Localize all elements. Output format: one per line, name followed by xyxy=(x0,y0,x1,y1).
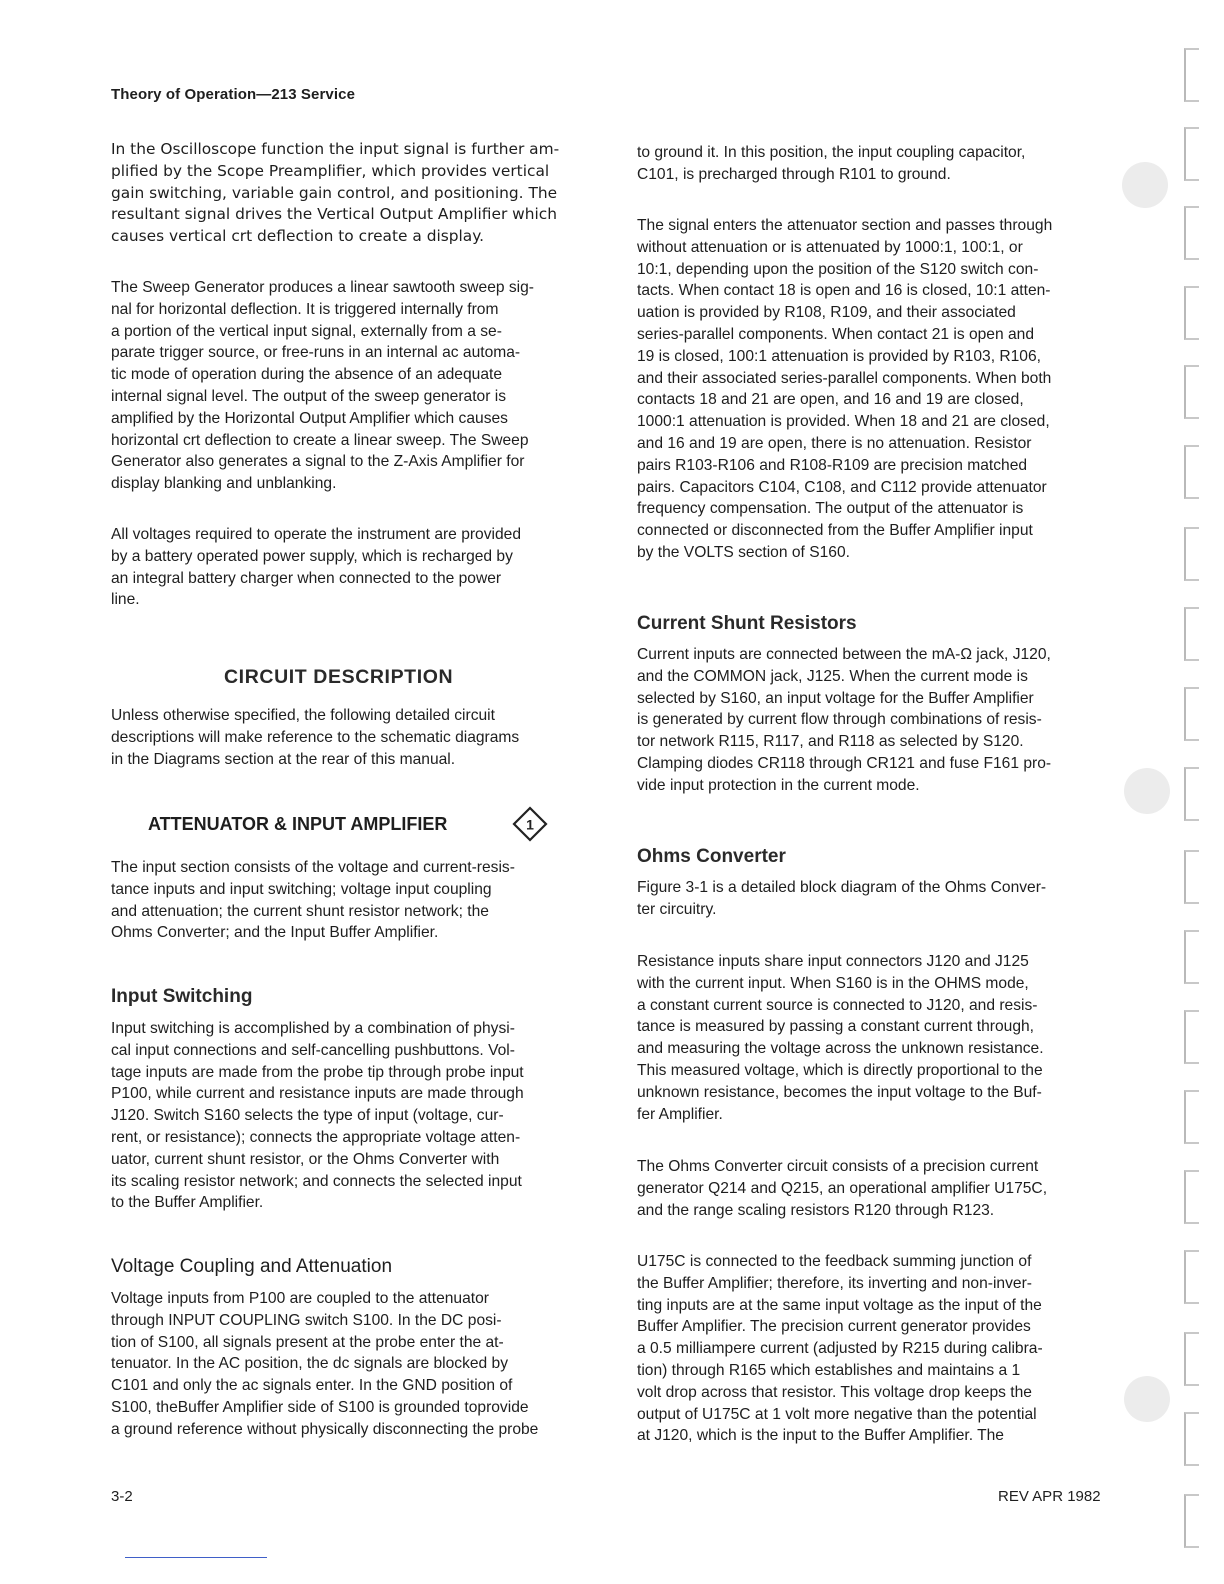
text-line: Generator also generates a signal to the Z-Axis Amplifier for xyxy=(111,453,525,471)
text-line: contacts 18 and 21 are open, and 16 and 19 are closed, xyxy=(637,391,1024,409)
attenuator-heading: ATTENUATOR & INPUT AMPLIFIER xyxy=(148,814,448,834)
text-line: is generated by current flow through combinations of resis- xyxy=(637,711,1042,729)
circuit-description-paragraph xyxy=(111,705,611,770)
text-line: and the COMMON jack, J125. When the current mode is xyxy=(637,667,1028,685)
text-line: without attenuation or is attenuated by 1000:1, 100:1, or xyxy=(637,238,1023,256)
text-line: resultant signal drives the Vertical Output Amplifier which xyxy=(111,205,557,224)
text-line: and their associated series-parallel components. When both xyxy=(637,369,1052,387)
text-line: In the Oscilloscope function the input signal is further am- xyxy=(111,140,560,158)
text-line: vide input protection in the current mode. xyxy=(637,776,920,794)
circuit-description-heading: CIRCUIT DESCRIPTION xyxy=(224,666,454,688)
text-line: S100, theBuffer Amplifier side of S100 is grounded toprovide xyxy=(111,1398,529,1416)
text-line: with the current input. When S160 is in the OHMS mode, xyxy=(637,974,1029,992)
text-line: frequency compensation. The output of the attenuator is xyxy=(637,500,1024,518)
binder-tab-mark xyxy=(1184,527,1199,581)
attenuator-paragraph xyxy=(111,857,611,944)
diagram-number: 1 xyxy=(526,816,534,833)
text-line: This measured voltage, which is directly proportional to the xyxy=(637,1061,1043,1079)
binder-tab-mark xyxy=(1184,930,1199,984)
text-line: Clamping diodes CR118 through CR121 and fuse F161 pro- xyxy=(637,754,1052,772)
text-line: a ground reference without physically disconnecting the probe xyxy=(111,1420,539,1438)
text-line: horizontal crt deflection to create a linear sweep. The Sweep xyxy=(111,431,529,449)
text-line: rent, or resistance); connects the appropriate voltage atten- xyxy=(111,1128,521,1146)
ohms-paragraph-1 xyxy=(637,877,1119,921)
punch-hole xyxy=(1124,1376,1170,1422)
binder-tab-mark xyxy=(1184,1412,1199,1466)
input-switching-heading: Input Switching xyxy=(111,986,253,1007)
binder-tab-mark xyxy=(1184,850,1199,904)
text-line: tage inputs are made from the probe tip through probe input xyxy=(111,1063,524,1081)
punch-hole xyxy=(1122,162,1168,208)
binder-tab-mark xyxy=(1184,48,1199,102)
current-shunt-paragraph xyxy=(637,644,1119,797)
text-line: Input switching is accomplished by a combination of physi- xyxy=(111,1020,515,1037)
text-line: ting inputs are at the same input voltage as the input of the xyxy=(637,1296,1042,1314)
intro-paragraph-3 xyxy=(111,524,611,611)
text-line: Resistance inputs share input connectors J120 and J125 xyxy=(637,953,1029,970)
ohms-paragraph-4 xyxy=(637,1251,1119,1447)
scan-underline-mark xyxy=(125,1557,267,1558)
text-line: amplified by the Horizontal Output Amplifier which causes xyxy=(111,409,508,427)
text-line: Buffer Amplifier. The precision current generator provides xyxy=(637,1318,1031,1336)
text-line: line. xyxy=(111,591,140,609)
text-line: by a battery operated power supply, which is recharged by xyxy=(111,547,513,565)
text-line: The Ohms Converter circuit consists of a precision current xyxy=(637,1158,1039,1175)
text-line: to ground it. In this position, the input coupling capacitor, xyxy=(637,144,1026,161)
text-line: uator, current shunt resistor, or the Ohms Converter with xyxy=(111,1150,500,1168)
text-line: uation is provided by R108, R109, and their associated xyxy=(637,304,1016,322)
text-line: 19 is closed, 100:1 attenuation is provided by R103, R106, xyxy=(637,347,1041,365)
binder-tab-mark xyxy=(1184,1090,1199,1144)
text-line: tance inputs and input switching; voltage input coupling xyxy=(111,880,492,898)
text-line: a 0.5 milliampere current (adjusted by R215 during calibra- xyxy=(637,1340,1043,1358)
voltage-coupling-paragraph xyxy=(111,1288,611,1441)
text-line: U175C is connected to the feedback summing junction of xyxy=(637,1253,1032,1270)
text-line: and the range scaling resistors R120 through R123. xyxy=(637,1201,995,1219)
text-line: J120. Switch S160 selects the type of input (voltage, cur- xyxy=(111,1107,504,1125)
text-line: Voltage inputs from P100 are coupled to the attenuator xyxy=(111,1290,489,1307)
intro-paragraph-2 xyxy=(111,277,611,495)
running-header: Theory of Operation—213 Service xyxy=(111,86,356,103)
text-line: descriptions will make reference to the schematic diagrams xyxy=(111,728,520,746)
text-line: its scaling resistor network; and connects the selected input xyxy=(111,1172,522,1190)
input-switching-paragraph xyxy=(111,1018,611,1214)
text-line: fer Amplifier. xyxy=(637,1105,723,1123)
text-line: through INPUT COUPLING switch S100. In the DC posi- xyxy=(111,1311,502,1329)
text-line: connected or disconnected from the Buffer Amplifier input xyxy=(637,522,1033,540)
intro-paragraph-1 xyxy=(111,139,611,248)
text-line: The signal enters the attenuator section and passes through xyxy=(637,217,1053,234)
text-line: plified by the Scope Preamplifier, which provides vertical xyxy=(111,161,550,180)
text-line: generator Q214 and Q215, an operational amplifier U175C, xyxy=(637,1179,1048,1197)
text-line: 1000:1 attenuation is provided. When 18 and 21 are closed, xyxy=(637,413,1050,431)
binder-tab-mark xyxy=(1184,1250,1199,1304)
text-line: tor network R115, R117, and R118 as selected by S120. xyxy=(637,733,1024,751)
binder-tab-mark xyxy=(1184,365,1199,419)
text-line: All voltages required to operate the instrument are provided xyxy=(111,526,522,543)
text-line: output of U175C at 1 volt more negative than the potential xyxy=(637,1405,1037,1423)
binder-tab-mark xyxy=(1184,1494,1199,1548)
punch-hole xyxy=(1124,768,1170,814)
text-line: gain switching, variable gain control, and positioning. The xyxy=(111,183,558,202)
text-line: tenuator. In the AC position, the dc signals are blocked by xyxy=(111,1355,509,1373)
text-line: C101 and only the ac signals enter. In the GND position of xyxy=(111,1377,513,1395)
revision-date: REV APR 1982 xyxy=(998,1488,1101,1505)
page-number: 3-2 xyxy=(111,1488,133,1505)
text-line: in the Diagrams section at the rear of this manual. xyxy=(111,750,456,768)
text-line: The Sweep Generator produces a linear sawtooth sweep sig- xyxy=(111,279,534,296)
text-line: and 16 and 19 are open, there is no attenuation. Resistor xyxy=(637,434,1032,452)
text-line: a portion of the vertical input signal, externally from a se- xyxy=(111,322,502,340)
text-line: P100, while current and resistance inputs are made through xyxy=(111,1085,524,1103)
text-line: tacts. When contact 18 is open and 16 is closed, 10:1 atten- xyxy=(637,282,1051,300)
text-line: Figure 3-1 is a detailed block diagram of the Ohms Conver- xyxy=(637,879,1047,896)
diagram-number-diamond-icon xyxy=(512,806,548,842)
text-line: parate trigger source, or free-runs in an internal ac automa- xyxy=(111,344,521,362)
binder-tab-mark xyxy=(1184,687,1199,741)
text-line: a constant current source is connected to J120, and resis- xyxy=(637,996,1038,1014)
text-line: causes vertical crt deflection to create a display. xyxy=(111,227,485,246)
text-line: pairs. Capacitors C104, C108, and C112 provide attenuator xyxy=(637,478,1047,496)
text-line: volt drop across that resistor. This voltage drop keeps the xyxy=(637,1383,1032,1401)
text-line: 10:1, depending upon the position of the S120 switch con- xyxy=(637,260,1039,278)
text-line: and measuring the voltage across the unknown resistance. xyxy=(637,1040,1044,1058)
current-shunt-heading: Current Shunt Resistors xyxy=(637,613,857,634)
text-line: tion of S100, all signals present at the probe enter the at- xyxy=(111,1333,504,1351)
text-line: Unless otherwise specified, the following detailed circuit xyxy=(111,707,495,724)
ohms-converter-heading: Ohms Converter xyxy=(637,846,786,867)
text-line: display blanking and unblanking. xyxy=(111,475,337,493)
text-line: unknown resistance, becomes the input voltage to the Buf- xyxy=(637,1083,1042,1101)
binder-tab-mark xyxy=(1184,1170,1199,1224)
ohms-paragraph-3 xyxy=(637,1156,1119,1221)
ohms-paragraph-2 xyxy=(637,951,1119,1125)
text-line: Current inputs are connected between the mA-Ω jack, J120, xyxy=(637,646,1051,663)
binder-tab-mark xyxy=(1184,607,1199,661)
text-line: the Buffer Amplifier; therefore, its inverting and non-inver- xyxy=(637,1274,1032,1292)
text-line: and attenuation; the current shunt resistor network; the xyxy=(111,902,489,920)
binder-tab-mark xyxy=(1184,1010,1199,1064)
text-line: Ohms Converter; and the Input Buffer Amplifier. xyxy=(111,924,439,942)
binder-tab-mark xyxy=(1184,206,1199,260)
binder-tab-mark xyxy=(1184,767,1199,821)
text-line: nal for horizontal deflection. It is triggered internally from xyxy=(111,300,499,318)
text-line: tion) through R165 which establishes and maintains a 1 xyxy=(637,1361,1021,1379)
text-line: tance is measured by passing a constant current through, xyxy=(637,1018,1035,1036)
voltage-coupling-heading: Voltage Coupling and Attenuation xyxy=(111,1256,393,1277)
text-line: at J120, which is the input to the Buffer Amplifier. The xyxy=(637,1427,1004,1445)
binder-tab-mark xyxy=(1184,286,1199,340)
right-paragraph-2 xyxy=(637,215,1119,564)
text-line: tic mode of operation during the absence of an adequate xyxy=(111,366,502,384)
binder-tab-mark xyxy=(1184,445,1199,499)
text-line: an integral battery charger when connected to the power xyxy=(111,569,502,587)
text-line: cal input connections and self-cancelling pushbuttons. Vol- xyxy=(111,1041,515,1059)
text-line: internal signal level. The output of the sweep generator is xyxy=(111,387,506,405)
text-line: C101, is precharged through R101 to ground. xyxy=(637,165,951,183)
text-line: series-parallel components. When contact 21 is open and xyxy=(637,325,1035,343)
text-line: pairs R103-R106 and R108-R109 are precision matched xyxy=(637,456,1028,474)
binder-tab-mark xyxy=(1184,1332,1199,1386)
text-line: selected by S160, an input voltage for the Buffer Amplifier xyxy=(637,689,1034,707)
text-line: to the Buffer Amplifier. xyxy=(111,1194,264,1212)
binder-tab-mark xyxy=(1184,127,1199,181)
text-line: ter circuitry. xyxy=(637,900,717,918)
right-paragraph-1 xyxy=(637,142,1119,186)
text-line: by the VOLTS section of S160. xyxy=(637,543,850,561)
text-line: The input section consists of the voltage and current-resis- xyxy=(111,859,515,876)
